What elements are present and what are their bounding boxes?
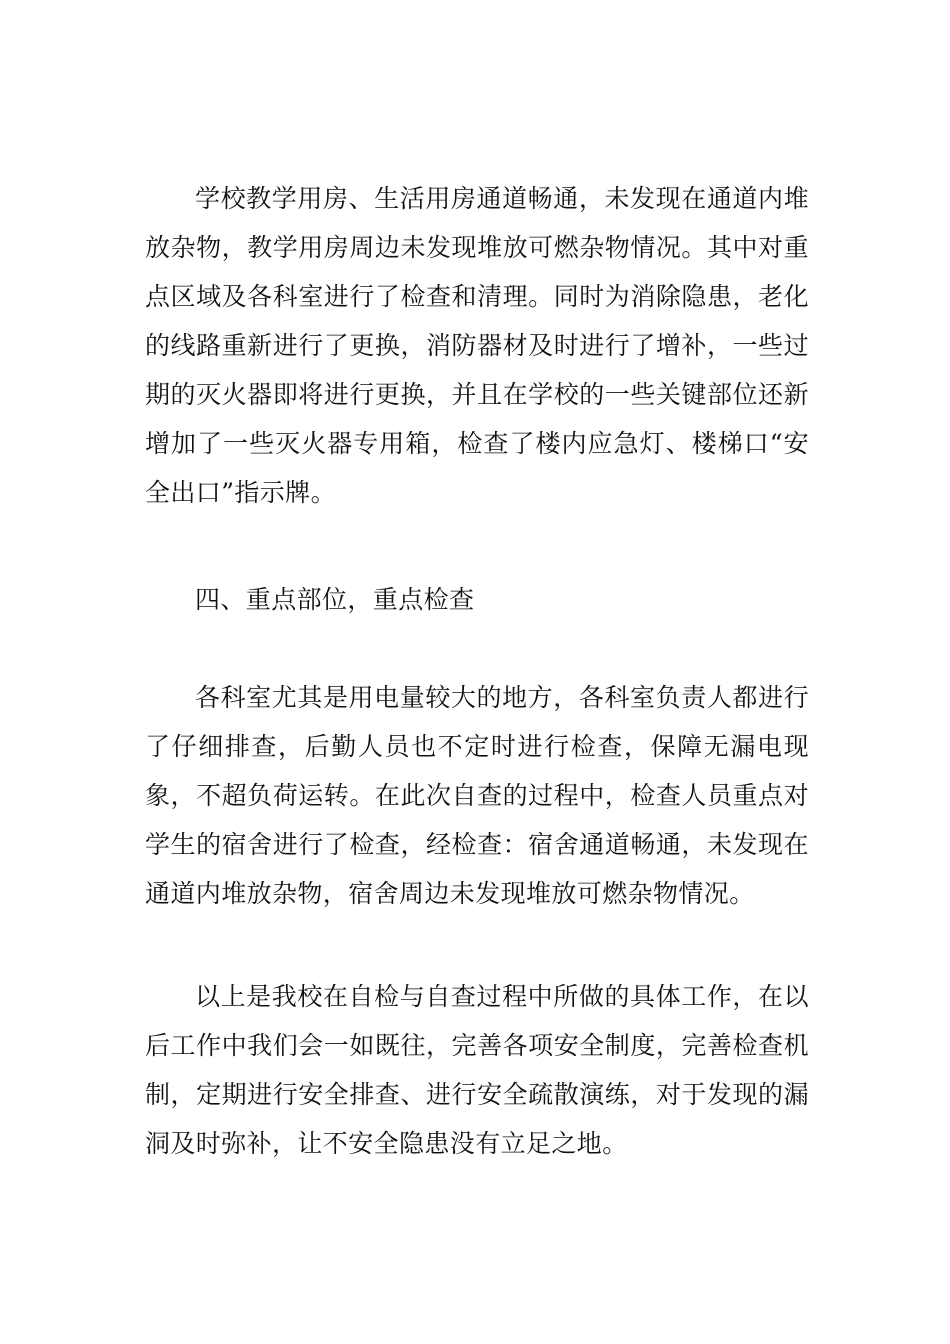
paragraph-electrical-inspection: 各科室尤其是用电量较大的地方，各科室负责人都进行了仔细排查，后勤人员也不定时进行检查，保障无漏电现象，不超负荷运转。在此次自查的过程中，检查人员重点对学生的宿舍进行了检查，经检查：宿舍通道畅通，未发现在通道内堆放杂物，宿舍周边未发现堆放可燃杂物情况。 — [145, 683, 809, 908]
paragraph-fire-safety-inspection: 学校教学用房、生活用房通道畅通，未发现在通道内堆放杂物，教学用房周边未发现堆放可燃杂物情况。其中对重点区域及各科室进行了检查和清理。同时为消除隐患，老化的线路重新进行了更换，消防器材及时进行了增补，一些过期的灭火器即将进行更换，并且在学校的一些关键部位还新增加了一些灭火器专用箱，检查了楼内应急灯、楼梯口“安全出口”指示牌。 — [145, 184, 809, 507]
paragraph-conclusion: 以上是我校在自检与自查过程中所做的具体工作，在以后工作中我们会一如既往，完善各项安全制度，完善检查机制，定期进行安全排查、进行安全疏散演练，对于发现的漏洞及时弥补，让不安全隐患没有立足之地。 — [145, 982, 809, 1158]
section-heading-key-areas: 四、重点部位，重点检查 — [195, 585, 475, 614]
